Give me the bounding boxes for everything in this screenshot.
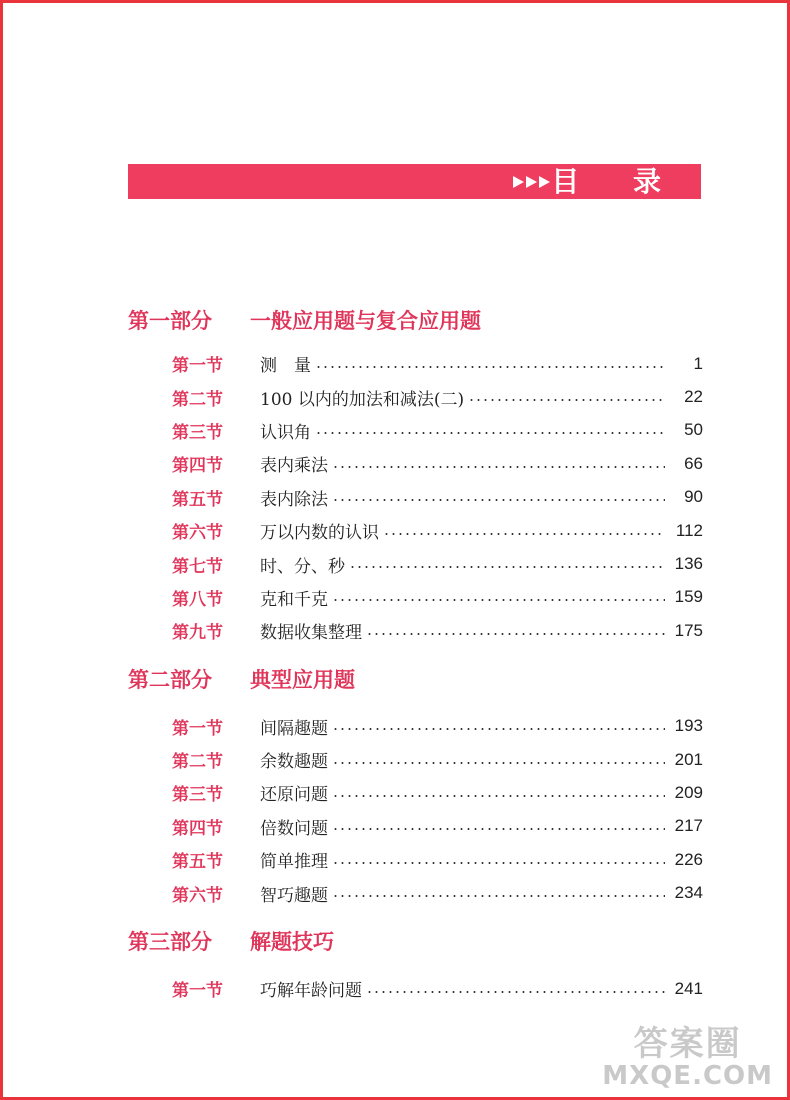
section-title: 间隔趣题 [260,718,328,739]
section-number: 第九节 [172,623,223,644]
section-number: 第三节 [172,422,223,443]
section-number: 第二节 [172,752,223,773]
toc-entry[interactable] [128,710,703,743]
section-title: 巧解年龄问题 [260,981,362,1002]
dot-leader [366,991,665,993]
dot-leader [332,466,665,468]
toc-entry[interactable] [128,843,703,876]
section-title: 数据收集整理 [260,623,362,644]
part-entries [128,710,703,910]
triple-arrow-icon [513,164,550,199]
section-title: 倍数问题 [260,818,328,839]
page-number: 241 [674,978,703,998]
toc-entry[interactable] [128,743,703,776]
contents-banner [128,164,701,199]
toc-entry[interactable] [128,514,703,547]
dot-leader [315,366,665,368]
page-number: 193 [674,716,703,736]
section-number: 第一节 [172,718,223,739]
dot-leader [366,633,665,635]
page-number: 136 [674,554,703,574]
toc-entry[interactable] [128,972,703,1005]
section-title: 简单推理 [260,852,328,873]
part-heading [128,293,703,347]
part-number: 第三部分 [128,929,212,954]
section-title: 还原问题 [260,785,328,806]
watermark-logo [602,1016,773,1091]
page-number: 66 [684,453,703,473]
part-heading [128,916,703,966]
page-number: 201 [674,749,703,769]
part-number: 第一部分 [128,309,212,333]
part-title: 典型应用题 [250,667,355,692]
page-number: 226 [674,849,703,869]
toc-entry[interactable] [128,876,703,909]
dot-leader [315,432,665,434]
toc-entry[interactable] [128,547,703,580]
part-number: 第二部分 [128,667,212,692]
section-title: 表内除法 [260,489,328,510]
toc-entry[interactable] [128,810,703,843]
section-title: 认识角 [260,422,311,443]
section-number: 第一节 [172,981,223,1002]
dot-leader [332,762,665,764]
toc-entry[interactable] [128,776,703,809]
contents-title: 目 录 [551,165,683,198]
section-number: 第三节 [172,785,223,806]
dot-leader [349,566,665,568]
toc-entry[interactable] [128,347,703,380]
watermark-bottom: MXQE.COM [602,1061,773,1091]
section-title: 时、分、秒 [260,556,345,577]
dot-leader [332,895,665,897]
page-number: 209 [674,782,703,802]
section-title: 100 以内的加法和减法(二) [260,389,465,410]
section-title: 万以内数的认识 [260,523,379,544]
section-number: 第七节 [172,556,223,577]
section-title: 表内乘法 [260,456,328,477]
dot-leader [332,828,665,830]
page-number: 234 [674,883,703,903]
toc-entry[interactable] [128,414,703,447]
section-number: 第四节 [172,818,223,839]
page-number: 50 [684,420,703,440]
dot-leader [332,599,665,601]
dot-leader [332,795,665,797]
dot-leader [332,862,665,864]
section-title: 克和千克 [260,589,328,610]
toc-entry[interactable] [128,380,703,413]
section-title: 智巧趣题 [260,885,328,906]
section-number: 第五节 [172,489,223,510]
section-number: 第四节 [172,456,223,477]
part-title: 一般应用题与复合应用题 [250,309,481,333]
page-number: 112 [675,520,703,540]
part-entries [128,347,703,648]
section-number: 第六节 [172,523,223,544]
dot-leader [468,399,665,401]
part-title: 解题技巧 [250,929,334,954]
toc-entry[interactable] [128,447,703,480]
page-number: 159 [674,587,703,607]
dot-leader [383,533,665,535]
page-number: 175 [674,620,703,640]
toc-entry[interactable] [128,581,703,614]
section-number: 第五节 [172,852,223,873]
page-number: 217 [674,816,703,836]
section-number: 第八节 [172,589,223,610]
table-of-contents [128,293,703,1005]
dot-leader [332,728,665,730]
section-number: 第一节 [172,356,223,377]
section-title: 余数趣题 [260,752,328,773]
watermark-top: 答案圈 [633,1024,742,1064]
section-title: 测 量 [260,356,311,377]
page-number: 90 [684,487,703,507]
page-number: 22 [684,387,703,407]
dot-leader [332,499,665,501]
page-number: 1 [693,353,703,373]
section-number: 第二节 [172,389,223,410]
part-entries [128,972,703,1005]
toc-entry[interactable] [128,614,703,647]
part-heading [128,654,703,704]
toc-entry[interactable] [128,481,703,514]
section-number: 第六节 [172,885,223,906]
